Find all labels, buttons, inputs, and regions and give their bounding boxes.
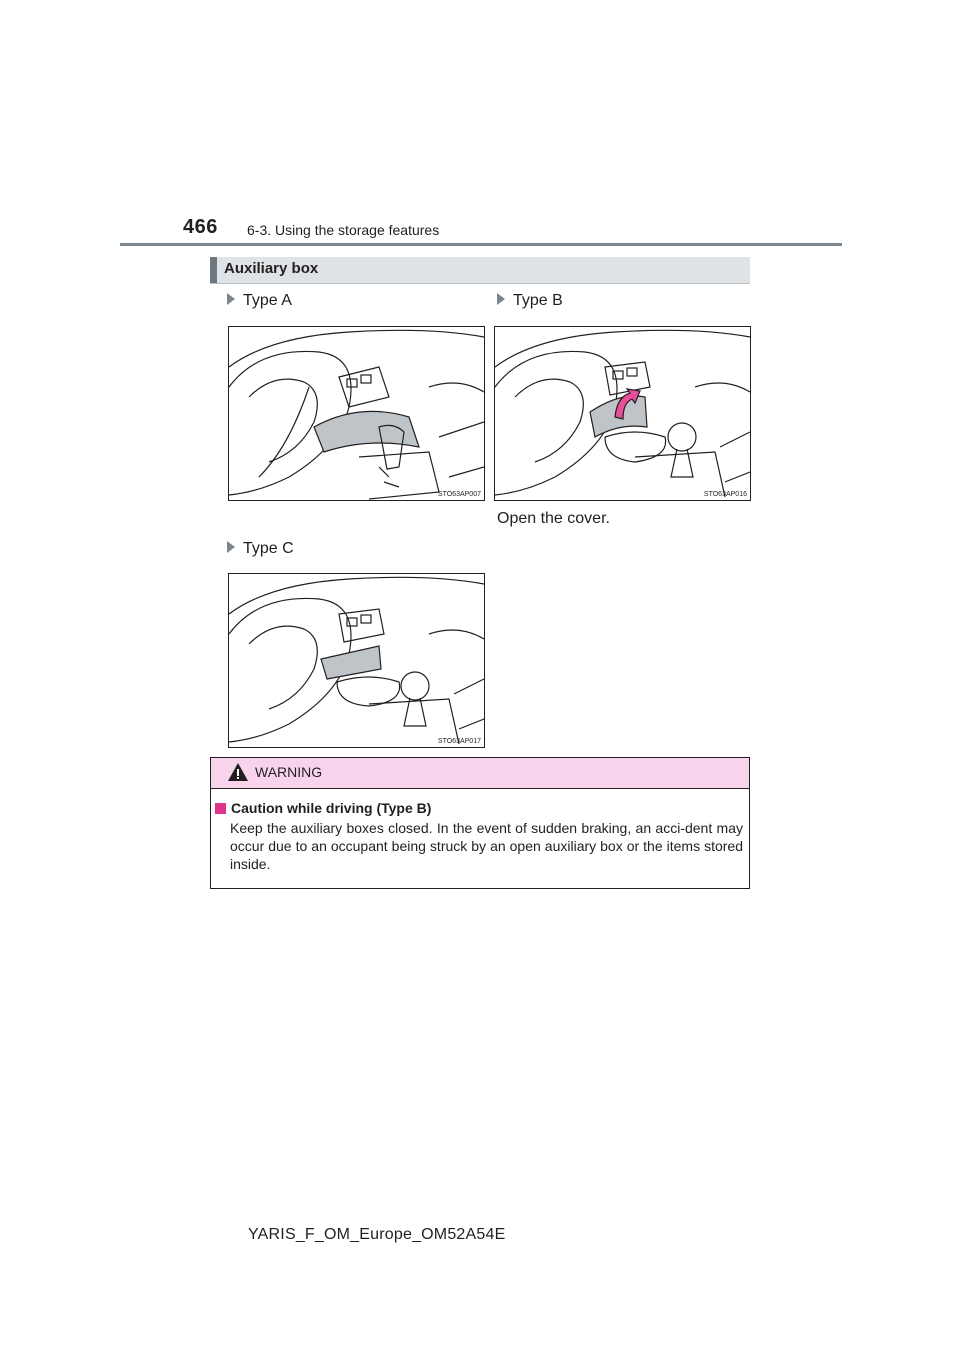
type-b-label: Type B [497,292,563,310]
warning-heading: Caution while driving (Type B) [215,800,431,816]
triangle-bullet-icon [227,293,235,305]
warning-icon [227,762,249,782]
header-accent-bar [210,257,217,283]
type-c-label: Type C [227,540,294,558]
caption: Open the cover. [497,510,610,527]
type-a-label: Type A [227,292,292,310]
warning-box [210,757,750,889]
illustration-type-c [228,573,485,748]
page-number: 466 [183,216,218,238]
illustration-type-a [228,326,485,501]
triangle-bullet-icon [497,293,505,305]
warning-header [211,758,749,789]
illustration-code: STO63AP016 [703,491,747,498]
auxiliary-box-header [210,257,750,284]
section-title: 6-3. Using the storage features [247,222,440,238]
auxiliary-box-shape [321,646,381,679]
square-bullet-icon [215,803,226,814]
auxiliary-box-title: Auxiliary box [224,260,319,277]
header-rule [120,243,842,246]
footer-doc-id: YARIS_F_OM_Europe_OM52A54E [248,1226,506,1243]
warning-label: WARNING [255,764,323,780]
illustration-code: STO63AP017 [437,738,481,745]
warning-body: Keep the auxiliary boxes closed. In the event of sudden braking, an acci-dent may occur due to an occupant being struck by an open auxiliary box or the items stored inside. [230,820,743,872]
illustration-type-b [494,326,751,501]
triangle-bullet-icon [227,541,235,553]
illustration-code: STO63AP007 [437,491,481,498]
